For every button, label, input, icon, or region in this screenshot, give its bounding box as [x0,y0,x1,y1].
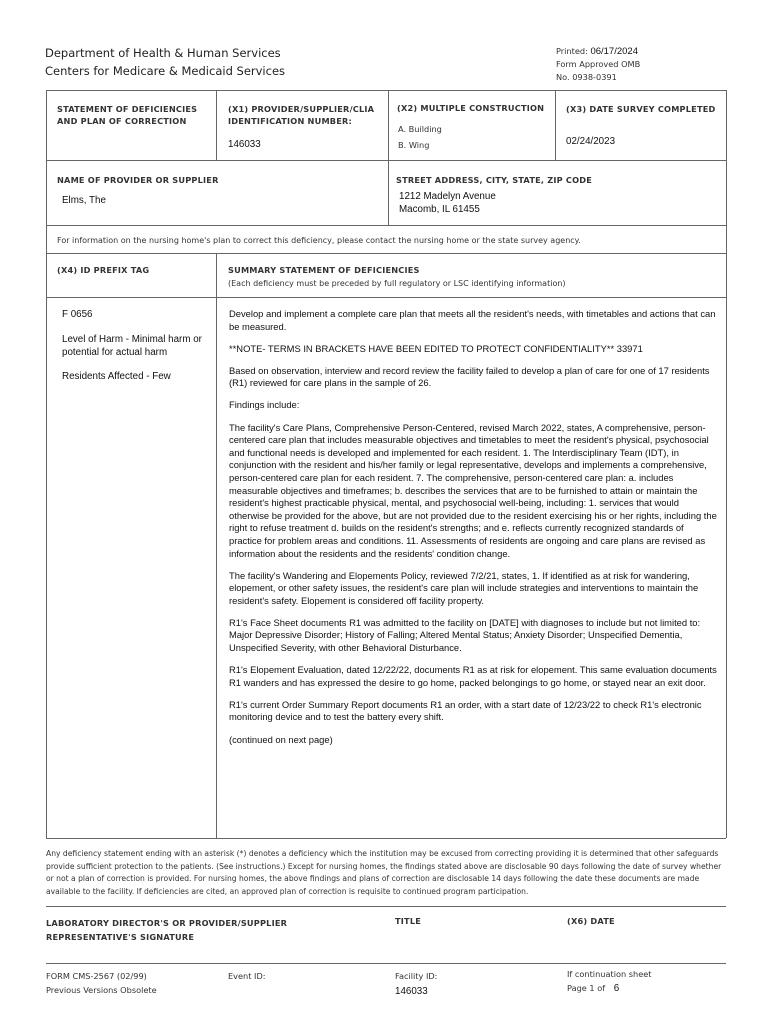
x2-label: (X2) MULTIPLE CONSTRUCTION [397,103,545,113]
facility-id-label: Facility ID: [395,971,438,981]
agency-name-line1: Department of Health & Human Services [45,46,281,60]
residents-affected: Residents Affected - Few [62,371,171,382]
title-label: TITLE [395,916,422,926]
agency-name-line2: Centers for Medicare & Medicaid Services [45,64,286,78]
director-signature-label: LABORATORY DIRECTOR'S OR PROVIDER/SUPPLIER REPRESENTATIVE'S SIGNATURE [46,918,288,942]
statement-label: STATEMENT OF DEFICIENCIES AND PLAN OF CORRECTION [57,104,198,126]
x4-label: (X4) ID PREFIX TAG [57,265,150,275]
provider-value: Elms, The [62,195,106,206]
x2-wing: B. Wing [398,140,430,150]
printed-line [556,46,638,57]
form-id: FORM CMS-2567 (02/99) [46,971,147,981]
x2-building: A. Building [398,124,442,134]
date-label: (X6) DATE [567,916,615,926]
page-indicator [567,983,619,994]
disclaimer: Any deficiency statement ending with an asterisk (*) denotes a deficiency which the institution may be excused from correcting providing it is determined that other safeguards provide sufficient protection to the patients. (See instructions.) Except for nursing homes, the findings stated above are disclosable 90 days following the date of survey whether or not a plan of correction is provided. For nursing homes, the above findings and plans of correction are disclosable 14 days following the date these documents are made available to the facility. If deficiencies are cited, an approved plan of correction is requisite to continued program participation. [46,849,722,896]
paragraph: R1's Face Sheet documents R1 was admitted to the facility on [DATE] with diagnoses to include but not limited to: Major Depressive Disorder; History of Falling; Altered Mental Status; Anxiety Disorder; Unspecified Dementia, Unspecified Severity, with other Behavioral Disturbance. [229,616,701,654]
x1-label: (X1) PROVIDER/SUPPLIER/CLIA IDENTIFICATION NUMBER: [228,104,375,126]
address-line2: Macomb, IL 61455 [399,204,480,215]
paragraph: **NOTE- TERMS IN BRACKETS HAVE BEEN EDITED TO PROTECT CONFIDENTIALITY** 33971 [229,342,643,354]
form-approved: Form Approved OMB [556,59,641,69]
x3-value: 02/24/2023 [566,136,616,147]
paragraph: The facility's Wandering and Elopements Policy, reviewed 7/2/21, states, 1. If identified as at risk for wandering, elopement, or other safety issues, the resident's care plan will include strategies and interventions to maintain the resident's safety. Elopement is considered off facility property. [229,569,699,606]
address-label: STREET ADDRESS, CITY, STATE, ZIP CODE [396,175,593,185]
x3-label: (X3) DATE SURVEY COMPLETED [566,104,716,114]
deficiency-text [229,308,719,756]
facility-id-value: 146033 [395,986,428,997]
obsolete-note: Previous Versions Obsolete [46,985,157,995]
omb-number: No. 0938-0391 [556,72,617,82]
tag-id: F 0656 [62,309,93,320]
summary-sub: (Each deficiency must be preceded by full regulatory or LSC identifying information) [228,279,566,288]
paragraph: Develop and implement a complete care plan that meets all the resident's needs, with timetables and actions that can be measured. [229,308,716,332]
page-label: Page 1 of [567,983,606,993]
paragraph: Based on observation, interview and record review the facility failed to develop a plan of care for one of 17 residents (R1) reviewed for care plans in the sample of 26. [229,364,710,389]
address-line1: 1212 Madelyn Avenue [399,191,496,202]
paragraph: R1's current Order Summary Report documents R1 an order, with a start date of 12/23/22 to check R1's electronic monitoring device and to test the battery every shift. [229,698,702,723]
printed-date: 06/17/2024 [590,46,638,57]
x1-value: 146033 [228,139,261,150]
paragraph: R1's Elopement Evaluation, dated 12/22/22, documents R1 as at risk for elopement. This same evaluation documents R1 wanders and has expressed the desire to go home, packed belongings to go home, or stayed near an exit door. [229,664,717,688]
event-id-label: Event ID: [228,971,266,981]
paragraph: (continued on next page) [229,733,333,745]
continuation-label: If continuation sheet [567,969,652,979]
page-total: 6 [613,983,620,994]
harm-level: Level of Harm - Minimal harm or potential for actual harm [62,334,202,358]
printed-label: Printed: [556,46,588,56]
paragraph: Findings include: [229,399,300,411]
summary-label: SUMMARY STATEMENT OF DEFICIENCIES [228,265,420,275]
paragraph: The facility's Care Plans, Comprehensive Person-Centered, revised March 2022, states, A comprehensive, person-centered care plan that includes measurable objectives and timetables to meet the resident's physical, psychosocial and functional needs is developed and implemented for each resident. 1. The Interdisciplinary Team (IDT), in conjunction with the resident and his/her family or legal representative, develops and implements a comprehensive, person-centered care plan for each resident. 7. The comprehensive, person-centered care plan: a. includes measurable objectives and timeframes; b. describes the services that are to be furnished to attain or maintain the resident's highest practicable physical, mental, and psychosocial well-being, including: 1. services that would otherwise be provided for the above, but are not provided due to the resident exercising his or her rights, including the right to refuse treatment d. builds on the resident's strengths; and e. reflects currently recognized standards of practice for problem areas and conditions. 11. Assessments of residents are ongoing and care plans are revised as information about the residents and the residents' condition change. [229,421,717,559]
provider-label: NAME OF PROVIDER OR SUPPLIER [57,175,219,185]
info-line: For information on the nursing home's plan to correct this deficiency, please contact the nursing home or the state survey agency. [57,236,581,245]
